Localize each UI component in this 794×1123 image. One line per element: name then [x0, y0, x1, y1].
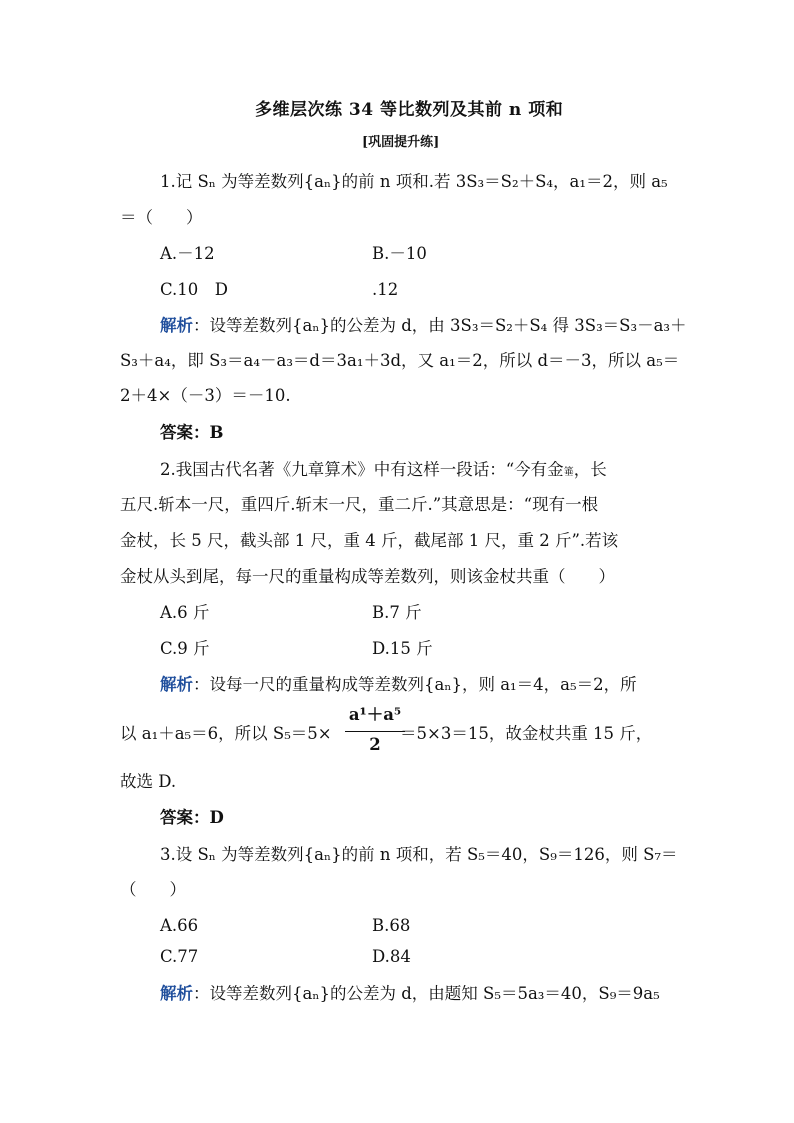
q3-option-d: D.84 [372, 947, 411, 966]
q2-analysis-text-1: ：设每一尺的重量构成等差数列{aₙ}，则 a₁＝4，a₅＝2，所 [193, 675, 637, 694]
analysis-label: 解析 [160, 316, 193, 335]
q2-option-d: D.15 斤 [372, 639, 433, 658]
analysis-label: 解析 [160, 984, 193, 1003]
fraction-numerator: a¹＋a⁵ [348, 705, 402, 724]
q1-analysis-line-1 [160, 314, 687, 338]
q1-answer: 答案：B [160, 423, 224, 442]
q2-analysis-line-2a: 以 a₁＋a₅＝6，所以 S₅＝5× [120, 724, 332, 743]
page-title: 多维层次练 34 等比数列及其前 n 项和 [255, 100, 564, 120]
q2-stem-text-1a: 2.我国古代名著《九章算术》中有这样一段话：“今有金 [160, 460, 564, 479]
q1-analysis-line-2: S₃＋a₄，即 S₃＝a₄－a₃＝d＝3a₁＋3d，又 a₁＝2，所以 d＝－3，所以 a₅＝ [120, 351, 680, 370]
q2-fraction [345, 705, 405, 757]
q2-option-a: A.6 斤 [160, 603, 210, 622]
q3-stem-line-1: 3.设 Sₙ 为等差数列{aₙ}的前 n 项和，若 S₅＝40，S₉＝126，则 S₇＝ [160, 845, 678, 864]
q3-analysis-line-1 [160, 982, 660, 1006]
q1-stem-line-1: 1.记 Sₙ 为等差数列{aₙ}的前 n 项和.若 3S₃＝S₂＋S₄，a₁＝2，则 a₅ [160, 172, 668, 191]
q1-analysis-text-1: ：设等差数列{aₙ}的公差为 d，由 3S₃＝S₂＋S₄ 得 3S₃＝S₃－a₃＋ [193, 316, 687, 335]
q1-stem-line-2: ＝（ ） [120, 208, 203, 227]
q2-answer: 答案：D [160, 808, 224, 827]
fraction-bar [345, 731, 405, 732]
q2-stem-text-1b: ，长 [573, 460, 607, 479]
q3-analysis-text-1: ：设等差数列{aₙ}的公差为 d，由题知 S₅＝5a₃＝40，S₉＝9a₅ [193, 984, 660, 1003]
q2-stem-line-4: 金杖从头到尾，每一尺的重量构成等差数列，则该金杖共重（ ） [120, 567, 615, 586]
analysis-label: 解析 [160, 675, 193, 694]
q2-option-c: C.9 斤 [160, 639, 210, 658]
q1-analysis-line-3: 2＋4×（－3）＝－10. [120, 386, 291, 405]
q2-stem-line-1 [160, 458, 607, 485]
q3-option-b: B.68 [372, 916, 411, 935]
q3-option-c: C.77 [160, 947, 199, 966]
q2-analysis-line-3: 故选 D. [120, 772, 177, 791]
q2-analysis-line-2b: ＝5×3＝15，故金杖共重 15 斤， [400, 724, 653, 743]
fraction-denominator: 2 [369, 735, 381, 754]
q1-option-a: A.－12 [160, 244, 215, 263]
q1-option-d: .12 [372, 280, 399, 299]
q2-stem-line-2: 五尺.斩本一尺，重四斤.斩末一尺，重二斤.”其意思是：“现有一根 [120, 495, 599, 514]
q2-option-b: B.7 斤 [372, 603, 422, 622]
q3-option-a: A.66 [160, 916, 199, 935]
q3-stem-line-2: （ ） [120, 880, 186, 899]
q2-stem-char-small: 箠 [563, 467, 574, 478]
q2-stem-line-3: 金杖，长 5 尺，截头部 1 尺，重 4 斤，截尾部 1 尺，重 2 斤”.若该 [120, 531, 619, 550]
q1-option-b: B.－10 [372, 244, 427, 263]
q1-option-c: C.10 D [160, 280, 229, 299]
section-subtitle: [巩固提升练] [362, 135, 440, 150]
q2-analysis-line-1 [160, 673, 637, 697]
